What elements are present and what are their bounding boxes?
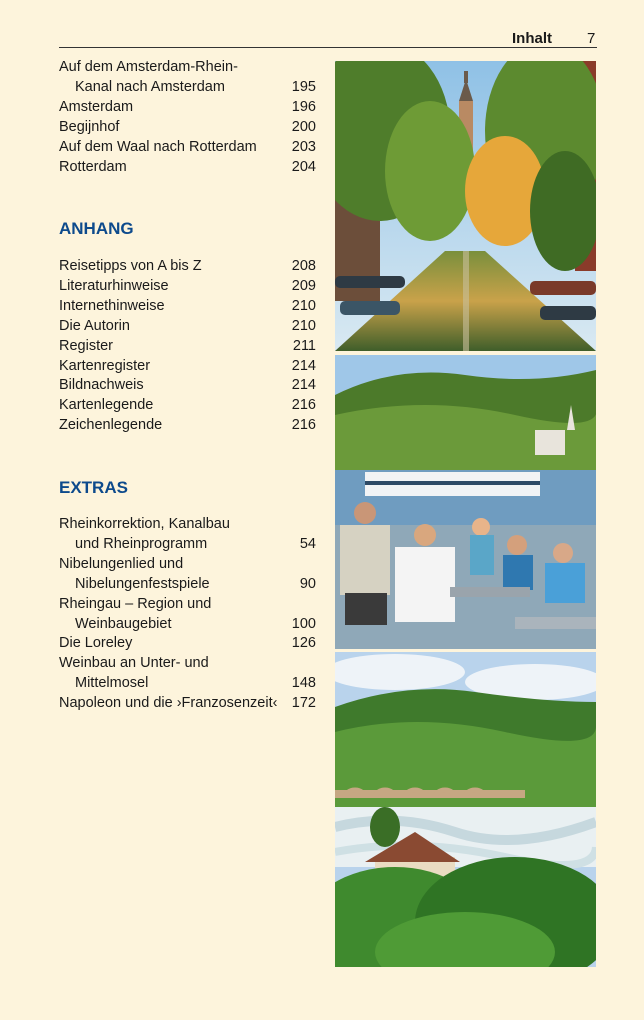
rhine-cruise-photo	[335, 355, 596, 649]
toc-entry-title: Mittelmosel	[75, 675, 149, 692]
toc-entry	[59, 615, 316, 635]
rhine-falls-photo	[335, 652, 596, 967]
anhang-list	[59, 257, 316, 436]
toc-entry-page	[286, 58, 316, 78]
toc-entry-page: 200	[291, 118, 316, 135]
toc-entry	[59, 674, 316, 694]
toc-entry-title: Bildnachweis	[59, 377, 144, 394]
toc-entry	[59, 317, 316, 337]
toc-entry-page: 148	[291, 675, 316, 692]
toc-entry-title: Weinbau an Unter- und	[59, 655, 209, 672]
toc-entry	[59, 337, 316, 357]
anhang-heading: ANHANG	[59, 219, 134, 238]
toc-entry-title: Napoleon und die ›Franzosenzeit‹	[59, 695, 278, 712]
toc-entry-page: 126	[291, 635, 316, 652]
toc-entry-page	[286, 555, 316, 575]
toc-entry	[59, 396, 316, 416]
toc-entry-page: 172	[291, 695, 316, 712]
toc-entry	[59, 158, 316, 178]
toc-entry-page: 210	[291, 317, 316, 334]
header-rule	[59, 47, 597, 48]
toc-entry	[59, 694, 316, 714]
page-number: 7	[587, 30, 596, 47]
toc-entry	[59, 654, 316, 674]
toc-entry-page: 90	[299, 575, 316, 592]
toc-entry-title: Rheingau – Region und	[59, 595, 212, 612]
toc-entry-title: Nibelungenlied und	[59, 555, 184, 572]
toc-entry-page	[286, 654, 316, 674]
toc-entry-page: 209	[291, 277, 316, 294]
toc-entry	[59, 118, 316, 138]
toc-entry	[59, 555, 316, 575]
toc-entry-title: Reisetipps von A bis Z	[59, 258, 202, 274]
toc-entry-page	[286, 595, 316, 615]
toc-entry-page	[286, 515, 316, 535]
toc-entry-page: 214	[291, 357, 316, 374]
toc-entry-title: Weinbaugebiet	[75, 615, 172, 632]
extras-list	[59, 515, 316, 714]
toc-entry-title: Rheinkorrektion, Kanalbau	[59, 516, 230, 532]
toc-entry-page: 216	[291, 397, 316, 414]
toc-entry	[59, 595, 316, 615]
toc-entry-title: Auf dem Amsterdam-Rhein-	[59, 59, 238, 75]
toc-entry-page: 203	[291, 138, 316, 155]
toc-entry-title: Register	[59, 337, 113, 354]
toc-entry-title: Rotterdam	[59, 158, 127, 175]
toc-entry-page: 195	[291, 78, 316, 95]
toc-entry	[59, 78, 316, 98]
toc-entry-page: 196	[291, 98, 316, 115]
toc-entry-title: Internethinweise	[59, 297, 165, 314]
toc-entry-title: Literaturhinweise	[59, 277, 169, 294]
toc-entry-title: Die Autorin	[59, 317, 130, 334]
toc-entry	[59, 575, 316, 595]
toc-entry	[59, 634, 316, 654]
toc-entry-page: 204	[291, 158, 316, 175]
toc-entry	[59, 257, 316, 277]
toc-entry-page: 216	[291, 417, 316, 434]
toc-entry	[59, 98, 316, 118]
toc-entry-title: Begijnhof	[59, 118, 120, 135]
toc-entry-title: und Rheinprogramm	[75, 535, 208, 552]
toc-entry-title: Kartenregister	[59, 357, 151, 374]
toc-entry-title: Kanal nach Amsterdam	[75, 78, 225, 95]
toc-entry-page: 208	[291, 258, 316, 274]
toc-entry	[59, 297, 316, 317]
toc-entry	[59, 277, 316, 297]
toc-entry	[59, 535, 316, 555]
toc-entry-page: 210	[291, 297, 316, 314]
toc-entry-title: Die Loreley	[59, 635, 133, 652]
toc-top-list	[59, 58, 316, 177]
toc-entry-title: Auf dem Waal nach Rotterdam	[59, 138, 257, 155]
toc-entry	[59, 58, 316, 78]
toc-entry-title: Nibelungenfestspiele	[75, 575, 210, 592]
toc-entry-page: 214	[291, 377, 316, 394]
toc-entry-page: 100	[291, 615, 316, 632]
toc-entry-title: Zeichenlegende	[59, 417, 163, 434]
toc-entry	[59, 376, 316, 396]
toc-entry	[59, 357, 316, 377]
toc-entry-page: 54	[299, 535, 316, 552]
amsterdam-canal-photo	[335, 61, 596, 351]
toc-entry	[59, 416, 316, 436]
toc-entry-page: 211	[292, 337, 316, 354]
toc-entry	[59, 138, 316, 158]
header-title: Inhalt	[512, 30, 552, 47]
toc-entry-title: Kartenlegende	[59, 397, 154, 414]
toc-entry-title: Amsterdam	[59, 98, 134, 115]
toc-entry	[59, 515, 316, 535]
extras-heading: EXTRAS	[59, 478, 128, 497]
